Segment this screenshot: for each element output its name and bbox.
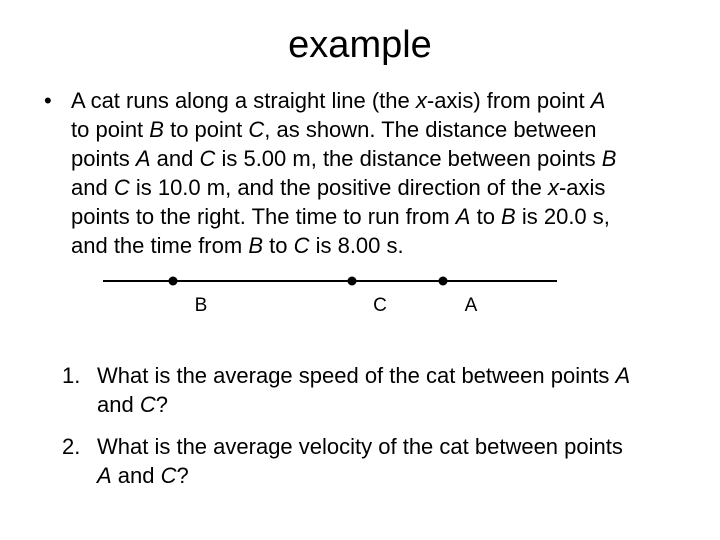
text-run: What is the average speed of the cat between points xyxy=(97,363,616,388)
text-run: points xyxy=(71,146,136,171)
italic-variable: B xyxy=(501,204,516,229)
question-text xyxy=(97,361,697,419)
text-run: and the time from xyxy=(71,233,249,258)
text-run: What is the average velocity of the cat between points xyxy=(97,434,623,459)
italic-variable: A xyxy=(615,363,631,388)
italic-variable: B xyxy=(248,233,263,258)
question-number: 2. xyxy=(62,434,81,459)
text-line xyxy=(71,86,691,115)
text-run: ? xyxy=(176,463,189,488)
text-run: is 20.0 s, xyxy=(515,204,610,229)
slide-title: example xyxy=(288,24,432,66)
italic-variable: C xyxy=(248,117,265,142)
text-line xyxy=(71,202,691,231)
point-c-label: C xyxy=(373,295,387,316)
text-line xyxy=(97,461,697,490)
question-text xyxy=(97,432,697,490)
text-run: and xyxy=(111,463,161,488)
text-line xyxy=(97,390,697,419)
italic-variable: x xyxy=(415,88,427,113)
text-run: to xyxy=(263,233,294,258)
text-run: -axis xyxy=(558,175,606,200)
text-run: and xyxy=(97,392,140,417)
text-run: is 10.0 m, and the positive direction of the xyxy=(129,175,548,200)
italic-variable: A xyxy=(135,146,151,171)
italic-variable: B xyxy=(149,117,164,142)
italic-variable: A xyxy=(455,204,471,229)
position-diagram xyxy=(0,262,720,322)
text-line xyxy=(97,361,697,390)
italic-variable: B xyxy=(601,146,617,171)
text-run: -axis) from point xyxy=(426,88,591,113)
text-run: points to the right. The time to run from xyxy=(71,204,456,229)
text-run: to xyxy=(470,204,502,229)
point-a-label: A xyxy=(464,295,478,316)
text-run: is 8.00 s. xyxy=(309,233,404,258)
text-line xyxy=(71,115,691,144)
text-run: , as shown. The distance between xyxy=(264,117,597,142)
text-run: is 5.00 m, the distance between points xyxy=(215,146,602,171)
problem-statement xyxy=(71,86,691,260)
italic-variable: A xyxy=(97,463,112,488)
italic-variable: C xyxy=(113,175,130,200)
text-run: and xyxy=(71,175,114,200)
italic-variable: C xyxy=(293,233,310,258)
question-number: 1. xyxy=(62,363,81,388)
text-run: ? xyxy=(155,392,168,417)
text-run: to point xyxy=(71,117,150,142)
point-b-dot xyxy=(169,277,178,286)
italic-variable: C xyxy=(139,392,156,417)
text-run: to point xyxy=(163,117,249,142)
italic-variable: x xyxy=(547,175,559,200)
point-b-label: B xyxy=(194,295,208,316)
italic-variable: C xyxy=(199,146,216,171)
italic-variable: C xyxy=(160,463,177,488)
text-line xyxy=(71,231,691,260)
point-c-dot xyxy=(348,277,357,286)
text-line xyxy=(97,432,697,461)
text-line xyxy=(71,144,691,173)
italic-variable: A xyxy=(590,88,606,113)
point-a-dot xyxy=(439,277,448,286)
text-line xyxy=(71,173,691,202)
text-run: A cat runs along a straight line (the xyxy=(71,88,416,113)
text-run: and xyxy=(150,146,200,171)
bullet-point: • xyxy=(44,88,52,113)
